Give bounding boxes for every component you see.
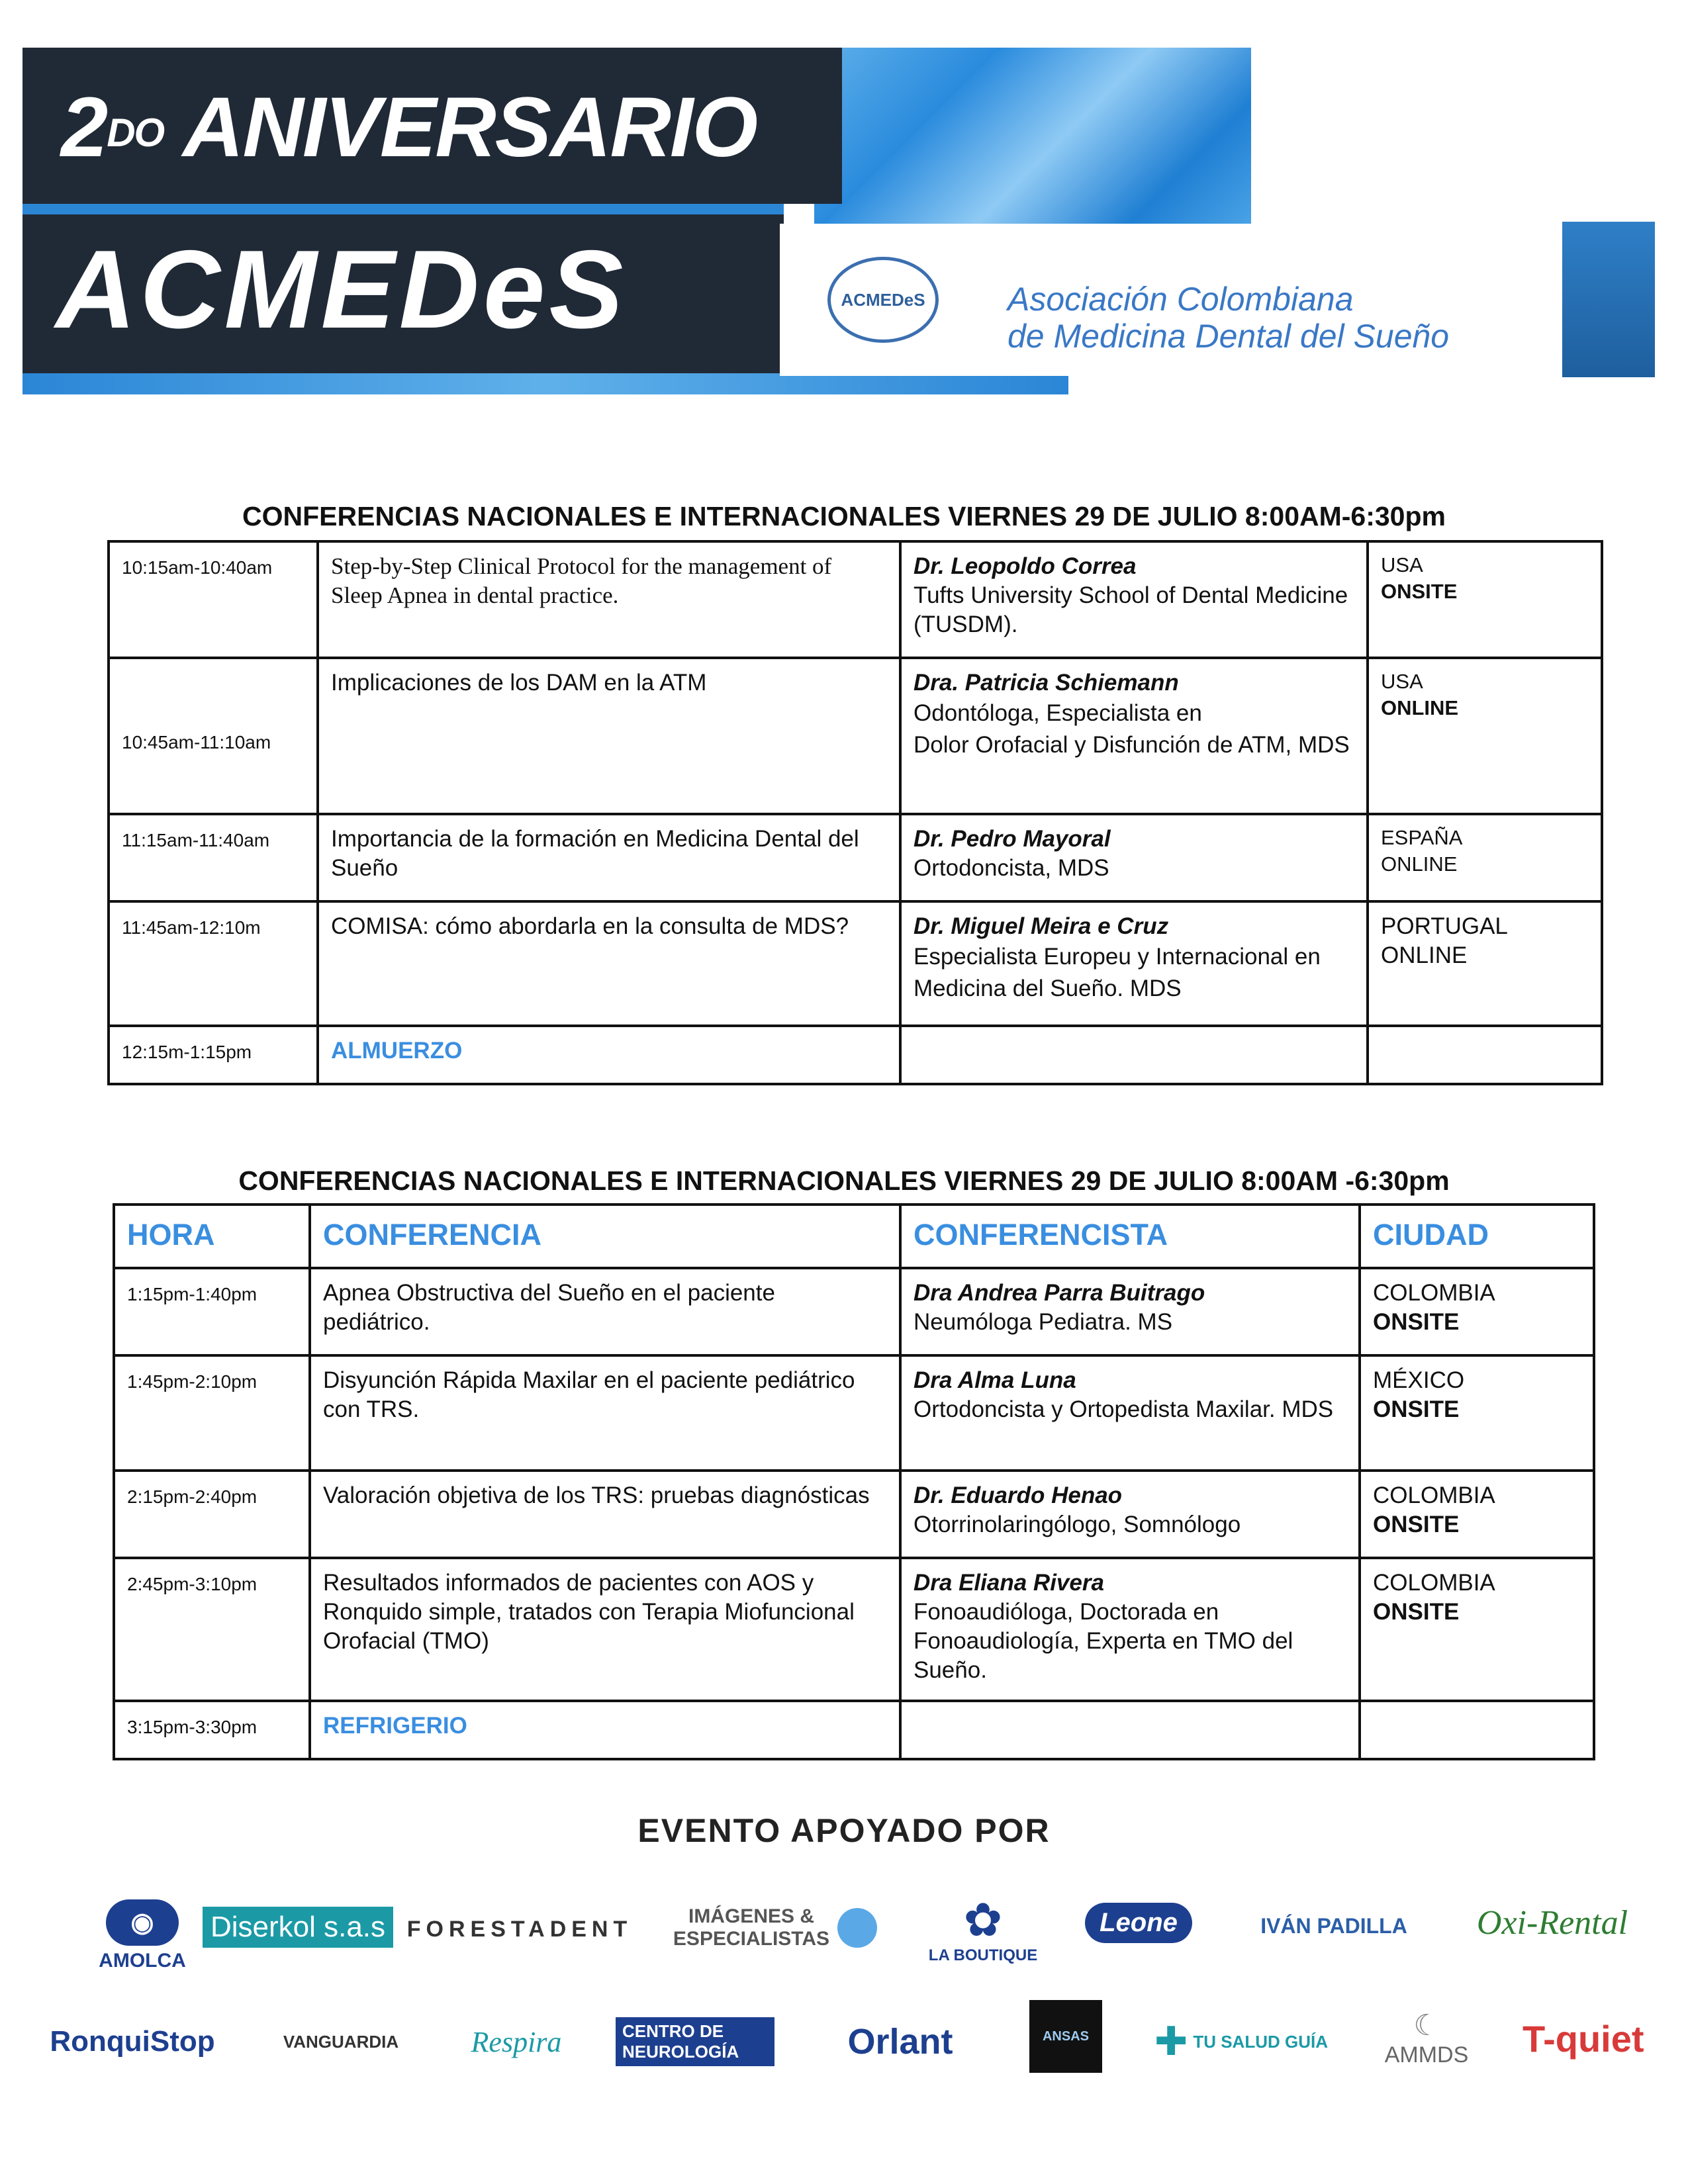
- sponsor-logo-orlant: Orlant: [847, 2022, 953, 2062]
- city-cell: COLOMBIA ONSITE: [1360, 1268, 1594, 1355]
- section-heading: CONFERENCIAS NACIONALES E INTERNACIONALES VIERNES 29 DE JULIO 8:00AM -6:30pm: [238, 1165, 1450, 1196]
- table-header-row: [114, 1205, 1594, 1268]
- topic-cell: Valoración objetiva de los TRS: pruebas diagnósticas: [310, 1471, 900, 1558]
- topic-cell: Implicaciones de los DAM en la ATM: [318, 658, 900, 814]
- topic-cell: Importancia de la formación en Medicina Dental del Sueño: [318, 814, 900, 901]
- time-cell: 11:15am-11:40am: [109, 814, 318, 901]
- table-row: [114, 1558, 1594, 1701]
- sponsor-logo-ansas: ANSAS: [1029, 2000, 1102, 2073]
- org-logo: [780, 224, 1562, 376]
- sponsor-logo-oxi-rental: Oxi-Rental: [1476, 1903, 1628, 1942]
- schedule-table-afternoon: [113, 1203, 1595, 1760]
- sponsors-heading: EVENTO APOYADO POR: [637, 1812, 1051, 1849]
- section-heading: CONFERENCIAS NACIONALES E INTERNACIONALES VIERNES 29 DE JULIO 8:00AM-6:30pm: [242, 501, 1446, 531]
- table-row: [109, 1026, 1602, 1084]
- topic-cell: Apnea Obstructiva del Sueño en el paciente pediátrico.: [310, 1268, 900, 1355]
- health-cross-icon: ✚: [1154, 2019, 1188, 2064]
- sponsor-logo-ivan-padilla: IVÁN PADILLA: [1260, 1913, 1407, 1938]
- lungs-icon: ✿: [963, 1894, 1003, 1946]
- time-cell: 1:15pm-1:40pm: [114, 1268, 310, 1355]
- table-row: [109, 814, 1602, 901]
- empty-cell: [1368, 1026, 1602, 1084]
- empty-cell: [1360, 1701, 1594, 1759]
- break-cell: REFRIGERIO: [310, 1701, 900, 1759]
- table-row: [114, 1471, 1594, 1558]
- table-row: [109, 658, 1602, 814]
- sponsor-logo-imagenes: IMÁGENES & ESPECIALISTAS: [662, 1891, 880, 1964]
- sponsor-logo-leone: Leone: [1072, 1889, 1205, 1956]
- moon-icon: ☾: [1413, 2009, 1440, 2042]
- time-cell: 3:15pm-3:30pm: [114, 1701, 310, 1759]
- time-cell: 12:15m-1:15pm: [109, 1026, 318, 1084]
- banner-divider: [23, 204, 784, 214]
- city-cell: ESPAÑA ONLINE: [1368, 814, 1602, 901]
- speaker-cell: Dra. Patricia Schiemann Odontóloga, Especialista en Dolor Orofacial y Disfunción de ATM, MDS: [900, 658, 1368, 814]
- org-acronym: ACMEDeS: [56, 227, 628, 351]
- column-header-conferencia: CONFERENCIA: [310, 1205, 900, 1268]
- time-cell: 10:15am-10:40am: [109, 541, 318, 658]
- sponsor-logo-la-boutique: ✿ LA BOUTIQUE: [928, 1894, 1038, 1964]
- column-header-conferencista: CONFERENCISTA: [900, 1205, 1360, 1268]
- table-row: [109, 901, 1602, 1026]
- empty-cell: [900, 1026, 1368, 1084]
- topic-cell: Disyunción Rápida Maxilar en el paciente pediátrico con TRS.: [310, 1355, 900, 1471]
- speaker-cell: Dr. Leopoldo Correa Tufts University School of Dental Medicine (TUSDM).: [900, 541, 1368, 658]
- speaker-cell: Dr. Eduardo Henao Otorrinolaringólogo, Somnólogo: [900, 1471, 1360, 1558]
- time-cell: 11:45am-12:10m: [109, 901, 318, 1026]
- sponsor-logo-ronquistop: RonquiStop: [50, 2025, 215, 2058]
- city-cell: MÉXICO ONSITE: [1360, 1355, 1594, 1471]
- city-cell: PORTUGAL ONLINE: [1368, 901, 1602, 1026]
- banner-fabric-image: [814, 48, 1251, 225]
- sponsor-logo-amolca: ◉ AMOLCA: [73, 1893, 212, 1979]
- sponsor-logo-respira: Respira: [471, 2025, 562, 2058]
- sponsor-logo-diserkol: Diserkol s.a.s: [218, 1894, 377, 1960]
- sponsor-logo-centro-neurologia: CENTRO DE NEUROLOGÍA: [616, 2012, 774, 2071]
- time-cell: 10:45am-11:10am: [109, 658, 318, 814]
- break-cell: ALMUERZO: [318, 1026, 900, 1084]
- time-cell: 1:45pm-2:10pm: [114, 1355, 310, 1471]
- sponsor-logo-vanguardia: VANGUARDIA: [283, 2031, 399, 2052]
- speaker-cell: Dra Eliana Rivera Fonoaudióloga, Doctorada en Fonoaudiología, Experta en TMO del Sueño.: [900, 1558, 1360, 1701]
- sponsor-logo-ammds: ☾ AMMDS: [1384, 2009, 1469, 2068]
- imagenes-icon: [837, 1908, 877, 1948]
- schedule-table-morning: [107, 540, 1603, 1085]
- table-row: [114, 1355, 1594, 1471]
- page-title: $2^{DO}$ ANIVERSARIO: [61, 80, 757, 175]
- org-seal-icon: ACMEDeS: [827, 257, 939, 343]
- sponsor-logo-t-quiet: T-quiet: [1523, 2017, 1644, 2060]
- column-header-ciudad: CIUDAD: [1360, 1205, 1594, 1268]
- topic-cell: COMISA: cómo abordarla en la consulta de MDS?: [318, 901, 900, 1026]
- table-row: [109, 541, 1602, 658]
- time-cell: 2:15pm-2:40pm: [114, 1471, 310, 1558]
- sponsor-logo-forestadent: FORESTADENT: [406, 1916, 633, 1942]
- empty-cell: [900, 1701, 1360, 1759]
- speaker-cell: Dra Andrea Parra Buitrago Neumóloga Pediatra. MS: [900, 1268, 1360, 1355]
- speaker-cell: Dra Alma Luna Ortodoncista y Ortopedista Maxilar. MDS: [900, 1355, 1360, 1471]
- amolca-mark-icon: ◉: [106, 1899, 179, 1946]
- table-row: [114, 1268, 1594, 1355]
- city-cell: COLOMBIA ONSITE: [1360, 1471, 1594, 1558]
- city-cell: USA ONLINE: [1368, 658, 1602, 814]
- topic-cell: Step-by-Step Clinical Protocol for the management of Sleep Apnea in dental practice.: [318, 541, 900, 658]
- banner-accent-right: [1562, 222, 1655, 377]
- topic-cell: Resultados informados de pacientes con AOS y Ronquido simple, tratados con Terapia Miofuncional Orofacial (TMO): [310, 1558, 900, 1701]
- speaker-cell: Dr. Pedro Mayoral Ortodoncista, MDS: [900, 814, 1368, 901]
- column-header-hora: HORA: [114, 1205, 310, 1268]
- speaker-cell: Dr. Miguel Meira e Cruz Especialista Europeu y Internacional en Medicina del Sueño. MDS: [900, 901, 1368, 1026]
- city-cell: USA ONSITE: [1368, 541, 1602, 658]
- table-row: [114, 1701, 1594, 1759]
- city-cell: COLOMBIA ONSITE: [1360, 1558, 1594, 1701]
- time-cell: 2:45pm-3:10pm: [114, 1558, 310, 1701]
- sponsor-logo-tu-salud-guia: ✚ TU SALUD GUÍA: [1154, 2019, 1328, 2064]
- org-name: Asociación Colombiana de Medicina Dental del Sueño: [1008, 281, 1450, 355]
